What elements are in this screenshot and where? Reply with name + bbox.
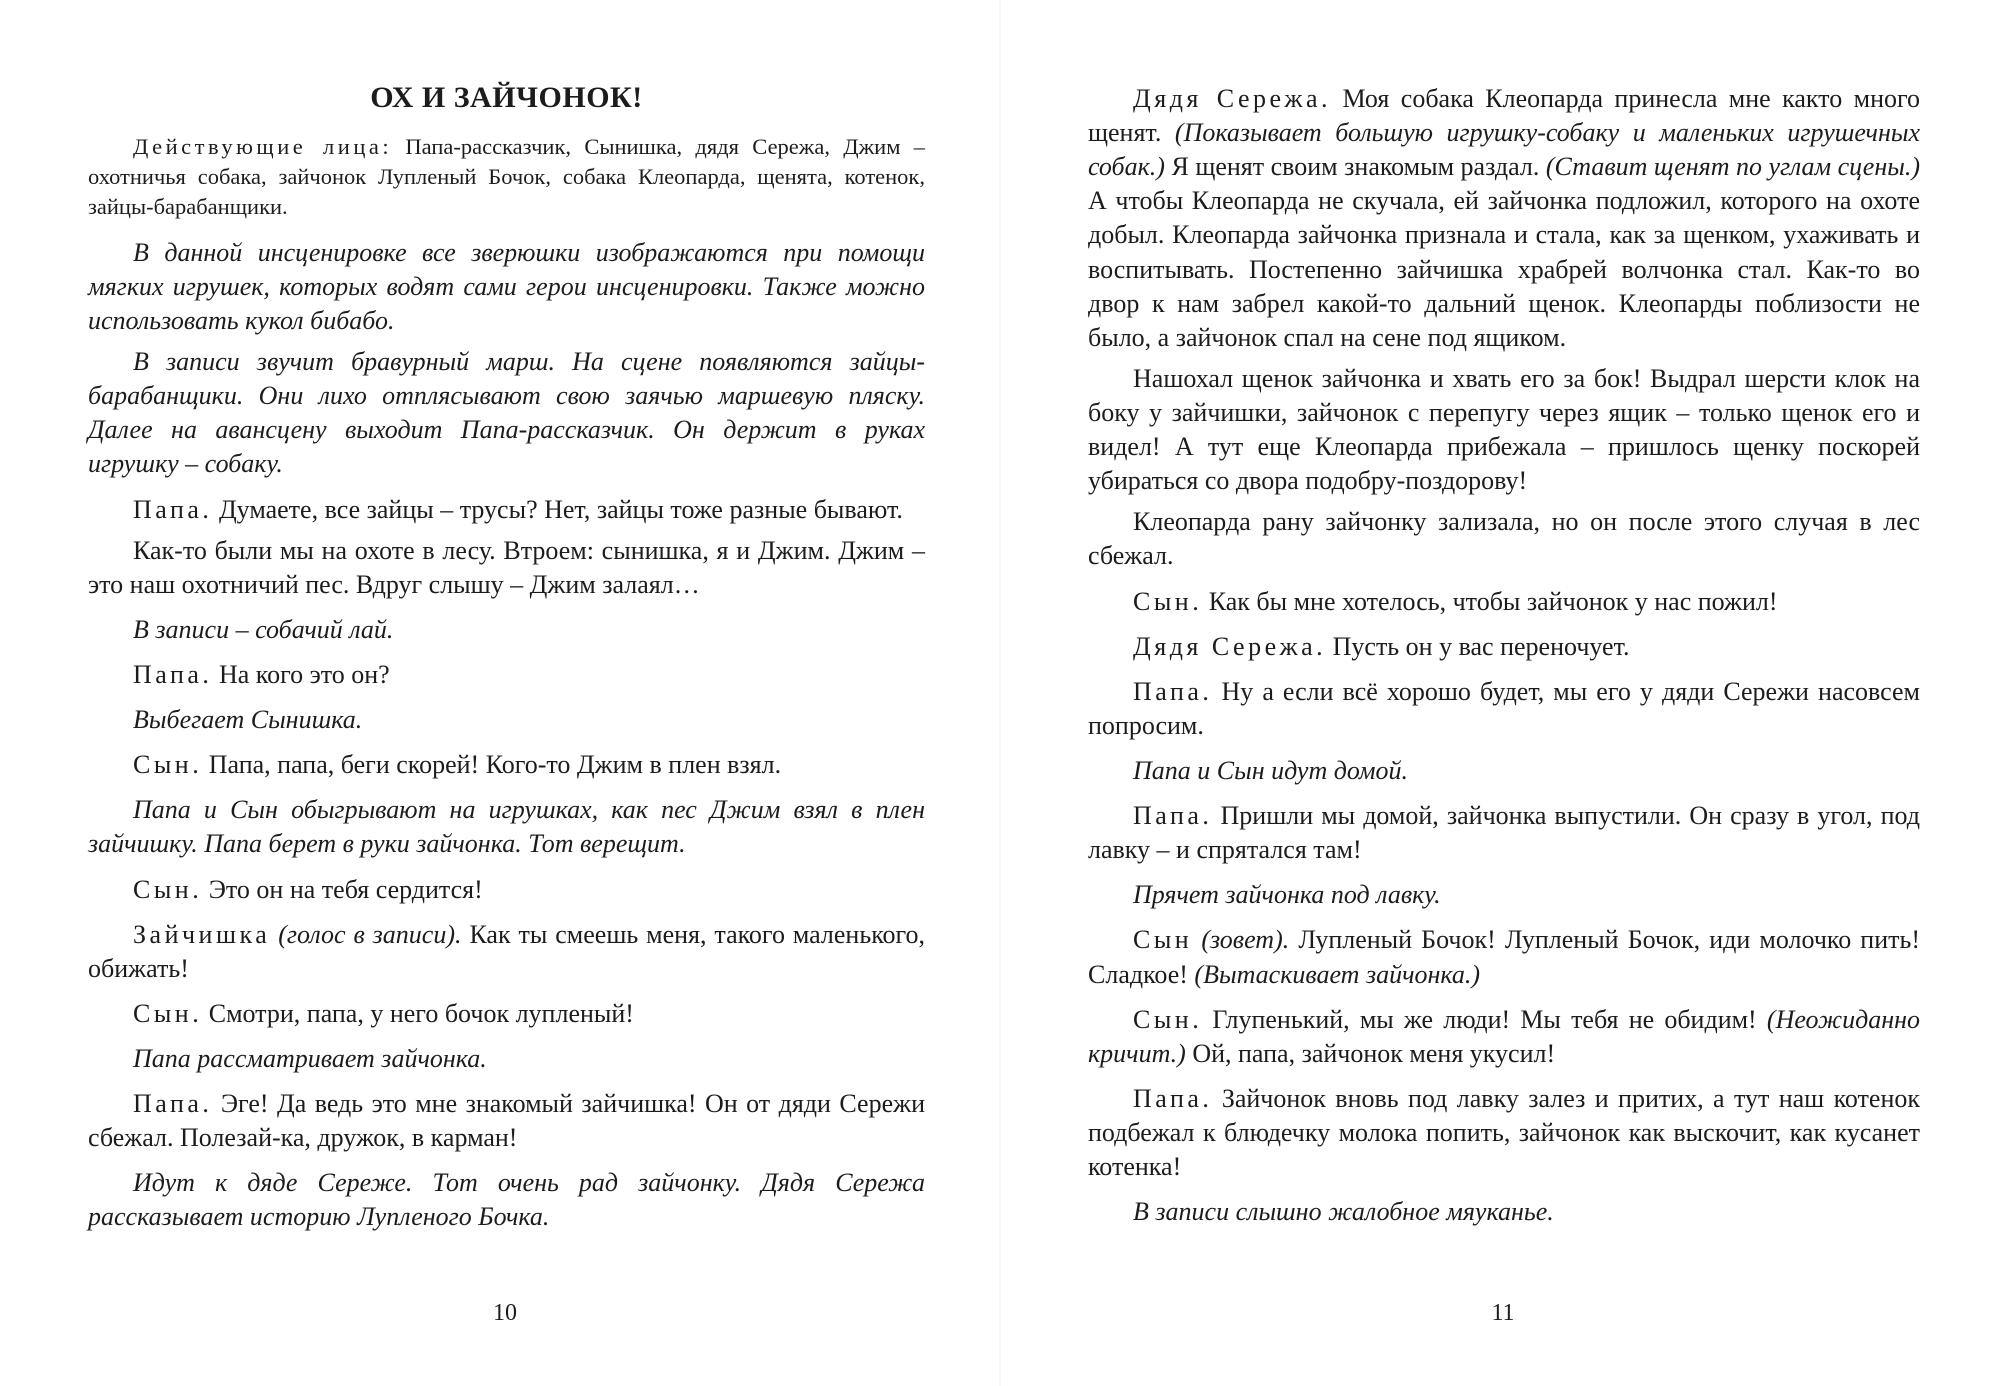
line-text: Пришли мы домой, зайчонка выпустили. Он сразу в угол, под лавку – и спрятался там! [1088,801,1920,865]
line-text: Ну а если всё хорошо будет, мы его у дяди Сережи насовсем попросим. [1088,676,1920,740]
dialogue-line [1088,585,1920,619]
stage-direction: Папа и Сын идут домой. [1133,755,1409,785]
dialogue-line [88,873,925,907]
dialogue-line: Клеопарда рану зайчонку зализала, но он после этого случая в лес сбежал. [1088,507,1920,571]
dialogue-line [1088,630,1920,664]
dialogue-line [1088,799,1920,867]
line-text: Как ты смеешь меня, такого маленького, обижать! [88,919,926,983]
line-text: Ой, папа, зайчонок меня укусил! [1192,1038,1556,1068]
dialogue-line: Как-то были мы на охоте в лесу. Втроем: сынишка, я и Джим. Джим – это наш охотничий пес. Вдруг слышу – Джим залаял… [88,535,925,599]
dialogue-line [88,493,925,527]
speaker-name: Папа. [1133,676,1213,706]
play-title: ОХ И ЗАЙЧОНОК! [370,81,643,114]
inline-stage-direction: (Вытаскивает зайчонка.) [1194,959,1481,989]
speaker-name: Сын. [1133,586,1203,616]
inline-stage-direction: (Ставит щенят по углам сцены.) [1545,152,1921,182]
stage-direction: В записи – собачий лай. [133,614,394,644]
page-number: 10 [493,1300,517,1326]
stage-direction: Прячет зайчонка под лавку. [1133,880,1441,910]
line-text: Это он на тебя сердится! [208,874,483,904]
inline-stage-direction: (Неожиданно кричит.) [1088,1004,1921,1068]
speaker-name: Сын. [133,750,203,780]
speaker-name: Дядя Сережа. [1133,84,1332,113]
line-text: Я щенят своим знакомым раздал. [1171,152,1540,182]
speaker-name: Папа. [133,494,213,524]
line-text: На кого это он? [218,659,390,689]
speaker-name: Папа. [1133,1083,1213,1113]
dialogue-line [1088,82,1920,355]
stage-direction: В записи слышно жалобное мяуканье. [1133,1197,1554,1227]
dialogue-line [1088,1082,1920,1184]
stage-direction: В данной инсценировке все зверюшки изображаются при помощи мягких игрушек, которых водят сами герои инсценировки. Также можно использовать кукол бибабо. [88,237,925,335]
cast-text: Папа-рассказчик, Сынишка, дядя Сережа, Джим – охотничья собака, зайчонок Лупленый Бочок, собака Клеопарда, щенята, котенок, зайцы-барабанщики. [88,134,925,219]
line-text: Пусть он у вас переночует. [1332,631,1630,661]
inline-stage-direction: (Показывает большую игрушку-собаку и маленьких игрушечных собак.) [1088,118,1921,182]
inline-stage-direction: (зовет). [1201,925,1290,955]
right-page [1000,0,2000,1386]
line-text: Папа, папа, беги скорей! Кого-то Джим в плен взял. [208,750,782,780]
dialogue-line [1088,923,1920,991]
dialogue-line: Нашохал щенок зайчонка и хвать его за бок! Выдрал шерсти клок на боку у зайчишки, зайчонок с перепугу через ящик – только щенок его и видел! А тут еще Клеопарда прибежала – пришлось щенку поскорей убираться со двора подобру-поздорову! [1088,363,1920,496]
dialogue-line [88,997,925,1031]
inline-stage-direction: (голос в записи). [278,919,462,949]
speaker-name: Дядя Сережа. [1133,631,1327,661]
cast-label: Действующие лица: [133,134,393,159]
line-text: Смотри, папа, у него бочок лупленый! [208,998,634,1028]
speaker-name: Сын. [133,998,203,1028]
cast-list [88,132,925,222]
stage-direction: Выбегает Сынишка. [133,705,363,735]
speaker-name: Сын [1133,925,1193,955]
stage-direction: Папа рассматривает зайчонка. [133,1043,487,1073]
line-text: Моя собака Клеопарда принесла мне както много щенят. [1088,84,1920,148]
dialogue-line [1088,1003,1920,1071]
line-text: Зайчонок вновь под лавку залез и притих, а тут наш котенок подбежал к блюдечку молока попить, зайчонок как выскочит, как кусанет котенка! [1088,1083,1920,1182]
line-text: Лупленый Бочок! Лупленый Бочок, иди молочко пить! Сладкое! [1088,925,1921,989]
dialogue-line [88,1087,925,1155]
stage-direction: В записи звучит бравурный марш. На сцене появляются зайцы-барабанщики. Они лихо отплясывают свою заячью маршевую пляску. Далее на авансцену выходит Папа-рассказчик. Он держит в руках игрушку – собаку. [88,347,925,479]
stage-direction: Папа и Сын обыгрывают на игрушках, как пес Джим взял в плен зайчишку. Папа берет в руки зайчонка. Тот верещит. [88,795,925,859]
speaker-name: Папа. [1133,801,1213,831]
line-text: Думаете, все зайцы – трусы? Нет, зайцы тоже разные бывают. [218,494,903,524]
line-text: Эге! Да ведь это мне знакомый зайчишка! Он от дяди Сережи сбежал. Полезай-ка, дружок, в карман! [88,1089,925,1153]
line-text: Глупенький, мы же люди! Мы тебя не обидим! [1212,1004,1757,1034]
dialogue-line [88,658,925,692]
speaker-name: Зайчишка [133,919,271,949]
page-number: 11 [1491,1300,1515,1326]
speaker-name: Папа. [133,1089,213,1119]
speaker-name: Сын. [133,874,203,904]
line-text: А чтобы Клеопарда не скучала, ей зайчонка подложил, которого на охоте добыл. Клеопарда зайчонка признала и стала, как за щенком, ухаживать и воспитывать. Постепенно зайчишка храбрей волчонка стал. Как-то во двор к нам забрел какой-то дальний щенок. Клеопарды поблизости не было, а зайчонок спал на сене под ящиком. [1088,186,1920,352]
dialogue-line [88,918,925,986]
dialogue-line [88,748,925,782]
speaker-name: Сын. [1133,1004,1203,1034]
stage-direction: Идут к дяде Сереже. Тот очень рад зайчонку. Дядя Сережа рассказывает историю Лупленого Бочка. [88,1168,925,1232]
speaker-name: Папа. [133,659,213,689]
dialogue-line [1088,675,1920,743]
line-text: Как бы мне хотелось, чтобы зайчонок у нас пожил! [1208,586,1778,616]
